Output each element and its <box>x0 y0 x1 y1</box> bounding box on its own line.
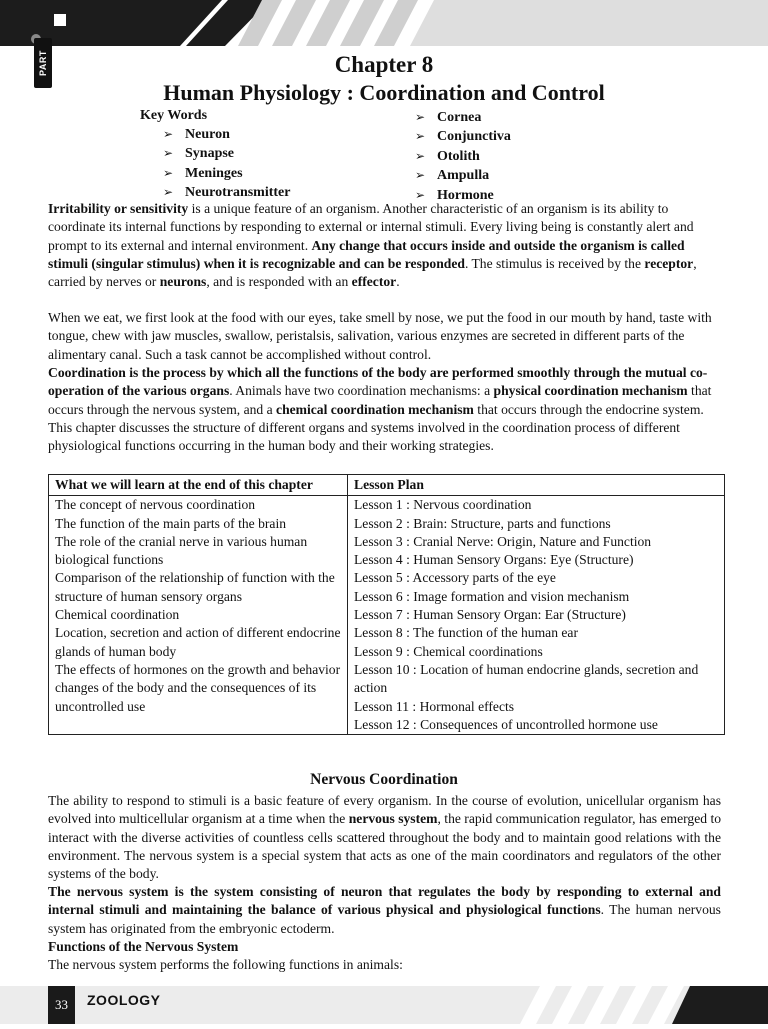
table-cell-line: Lesson 9 : Chemical coordinations <box>354 643 543 659</box>
arrow-bullet-icon: ➢ <box>415 148 426 163</box>
header-banner <box>0 0 768 46</box>
keywords-left-list <box>163 125 291 203</box>
arrow-bullet-icon: ➢ <box>163 146 174 161</box>
intro-paragraph-3: Coordination is the process by which all the functions of the body are performed smoothly through the mutual co-operation of the various organs. Animals have two coordination mechanisms: a physical coordination mechanism that occurs through the nervous system, and a chemical coordination mechanism that occurs through the endocrine system. This chapter discusses the structure of different organs and systems involved in the coordination process of different physiological functions occurring in the human body and their working strategies. <box>48 365 712 454</box>
nervous-paragraph-2: The nervous system is the system consisting of neuron that regulates the body by responding to external and internal stimuli and maintaining the balance of various physical and physiological functions. The human nervous system has originated from the embryonic ectoderm. <box>48 884 721 936</box>
intro-paragraph-2: When we eat, we first look at the food with our eyes, take smell by nose, we put the food in our mouth by hand, taste with tongue, chew with jaw muscles, swallow, peristalsis, salivation, various enzymes are secreted in different parts of the alimentary canal. Such a task cannot be accomplished without control. <box>48 310 712 362</box>
arrow-bullet-icon: ➢ <box>415 168 426 183</box>
table-cell-line: Lesson 2 : Brain: Structure, parts and functions <box>354 515 611 531</box>
keyword-item: ➢ Conjunctiva <box>415 129 511 145</box>
keyword-item: ➢ Neurotransmitter <box>163 185 291 201</box>
arrow-bullet-icon: ➢ <box>163 127 174 141</box>
keyword-item: ➢ Synapse <box>163 146 235 162</box>
keyword-item: ➢ Cornea <box>415 110 482 125</box>
section-title-nervous-coordination: Nervous Coordination <box>310 771 458 788</box>
nervous-paragraph-1: The ability to respond to stimuli is a basic feature of every organism. In the course of evolution, unicellular organism has evolved into multicellular organism at a time when the nervous system, the rapid communication regulator, has emerged to interact with the diverse activities of countless cells scattered throughout the body and to maintain good relations with the environment. The nervous system is a special system that acts as one of the main coordinators and regulators of the other systems of the body. <box>48 793 722 882</box>
keyword-item: ➢ Neuron <box>163 127 230 142</box>
lesson-plan-cell <box>348 496 725 735</box>
arrow-bullet-icon: ➢ <box>163 185 174 200</box>
table-cell-line: Comparison of the relationship of function with the structure of human sensory organs <box>55 570 335 604</box>
intro-paragraph-1: Irritability or sensitivity is a unique feature of an organism. Another characteristic of an organism is its ability to coordinate its internal functions by responding to external or internal stimuli. Every living being is constantly alert and prompt to its external and internal environment. Any change that occurs inside and outside the organism is called stimuli (singular stimulus) when it is recognizable and can be responded. The stimulus is received by the receptor, carried by nerves or neurons, and is responded with an effector. <box>48 201 697 290</box>
table-header-plan: Lesson Plan <box>348 475 725 496</box>
table-cell-line: Lesson 8 : The function of the human ear <box>354 625 578 641</box>
page-number: 33 <box>48 986 75 1024</box>
functions-heading: Functions of the Nervous System <box>48 939 239 954</box>
table-cell-line: Location, secretion and action of different endocrine glands of human body <box>55 625 341 659</box>
functions-intro: The nervous system performs the following functions in animals: <box>48 957 403 972</box>
side-tag: PART <box>34 38 52 88</box>
keyword-item: ➢ Hormone <box>415 187 494 203</box>
arrow-bullet-icon: ➢ <box>415 129 426 144</box>
table-cell-line: Lesson 3 : Cranial Nerve: Origin, Nature and Function <box>354 533 652 549</box>
table-cell-line: The concept of nervous coordination <box>55 497 256 513</box>
table-cell-line: Chemical coordination <box>55 607 180 623</box>
chapter-title: Human Physiology : Coordination and Control <box>163 80 605 105</box>
arrow-bullet-icon: ➢ <box>163 165 174 180</box>
keyword-item: ➢ Otolith <box>415 148 480 164</box>
keywords-right-list <box>415 108 511 205</box>
subject-label: ZOOLOGY <box>87 992 161 1008</box>
keywords-heading: Key Words <box>140 108 208 123</box>
chapter-number: Chapter 8 <box>334 52 434 77</box>
arrow-bullet-icon: ➢ <box>415 187 426 202</box>
table-cell-line: Lesson 10 : Location of human endocrine glands, secretion and action <box>354 661 699 696</box>
table-cell-line: Lesson 6 : Image formation and vision mechanism <box>354 588 630 604</box>
table-row <box>49 496 725 735</box>
table-cell-line: Lesson 1 : Nervous coordination <box>354 497 532 513</box>
lesson-table <box>48 474 725 735</box>
table-cell-line: The role of the cranial nerve in various human biological functions <box>55 533 308 568</box>
table-header-learn: What we will learn at the end of this chapter <box>49 475 348 496</box>
table-header-row <box>49 475 725 496</box>
table-cell-line: Lesson 5 : Accessory parts of the eye <box>354 570 556 586</box>
arrow-bullet-icon: ➢ <box>415 110 426 124</box>
table-cell-line: Lesson 7 : Human Sensory Organ: Ear (Structure) <box>354 607 626 623</box>
table-cell-line: Lesson 12 : Consequences of uncontrolled hormone use <box>354 716 658 732</box>
table-cell-line: The effects of hormones on the growth and behavior changes of the body and the consequences of its uncontrolled use <box>55 661 341 714</box>
table-cell-line: The function of the main parts of the brain <box>55 515 287 531</box>
table-cell-line: Lesson 4 : Human Sensory Organs: Eye (Structure) <box>354 552 634 568</box>
header-square <box>54 14 66 26</box>
keyword-item: ➢ Ampulla <box>415 168 490 184</box>
keyword-item: ➢ Meninges <box>163 165 243 181</box>
learning-outcomes-cell <box>49 496 348 735</box>
table-cell-line: Lesson 11 : Hormonal effects <box>354 698 515 714</box>
